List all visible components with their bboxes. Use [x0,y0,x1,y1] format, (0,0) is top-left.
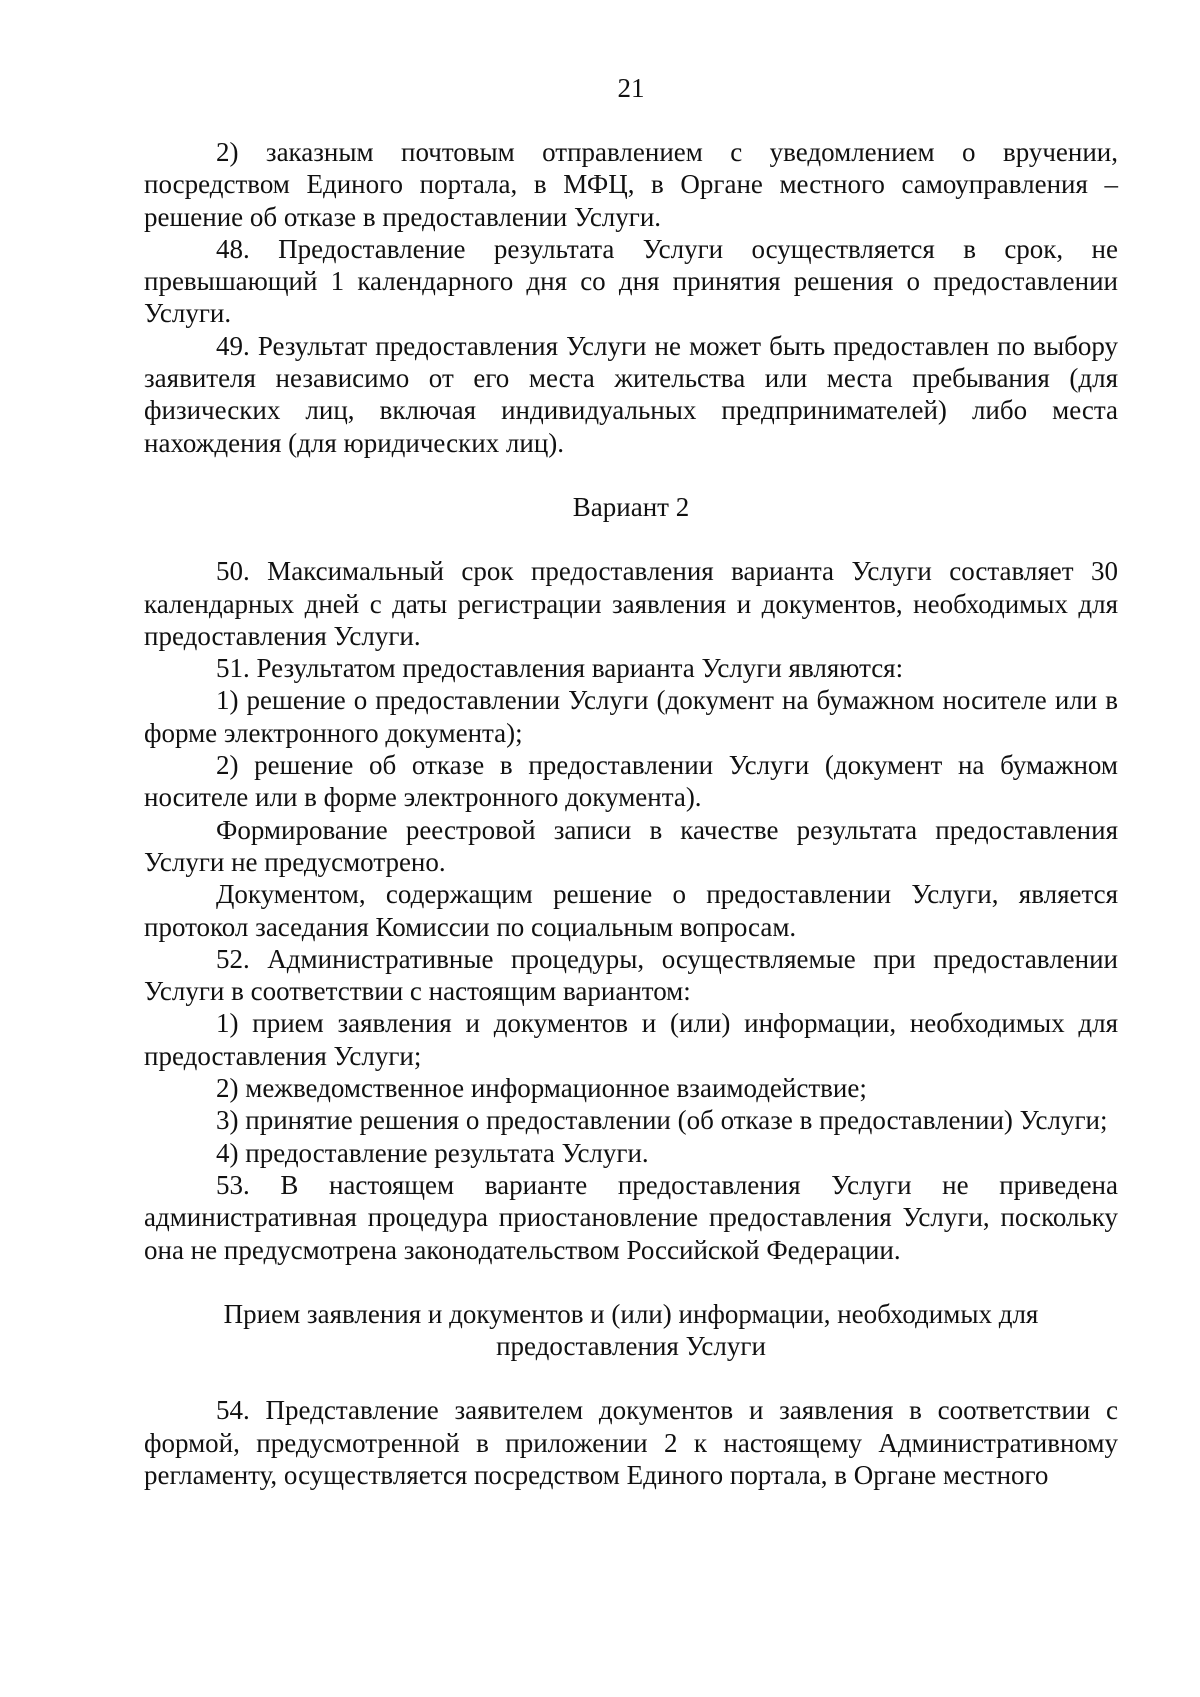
paragraph-49: 49. Результат предоставления Услуги не может быть предоставлен по выбору заявителя независимо от его места жительства или места пребывания (для физических лиц, включая индивидуальных предпринимателей) либо места нахождения (для юридических лиц). [144,330,1118,458]
paragraph-52-item-3: 3) принятие решения о предоставлении (об отказе в предоставлении) Услуги; [216,1105,1108,1136]
paragraph-51: 51. Результатом предоставления варианта Услуги являются: [216,653,904,684]
paragraph-52-item-1: 1) прием заявления и документов и (или) информации, необходимых для предоставления Услуги; [144,1008,1118,1071]
heading-variant-2: Вариант 2 [572,491,690,522]
paragraph-53: 53. В настоящем варианте предоставления Услуги не приведена административная процедура приостановление предоставления Услуги, поскольку она не предусмотрена законодательством Российской Федерации. [144,1169,1118,1265]
page-number: 21 [617,73,645,103]
paragraph-delivery-method-2: 2) заказным почтовым отправлением с уведомлением о вручении, посредством Единого портала, в МФЦ, в Органе местного самоуправления – решение об отказе в предоставлении Услуги. [144,137,1118,232]
paragraph-48: 48. Предоставление результата Услуги осуществляется в срок, не превышающий 1 календарного дня со дня принятия решения о предоставлении Услуги. [144,233,1118,329]
paragraph-54: 54. Представление заявителем документов и заявления в соответствии с формой, предусмотренной в приложении 2 к настоящему Административному регламенту, осуществляется посредством Единого портала, в Органе местного [144,1395,1118,1490]
paragraph-52: 52. Административные процедуры, осуществляемые при предоставлении Услуги в соответствии с настоящим вариантом: [144,943,1118,1007]
paragraph-52-item-2: 2) межведомственное информационное взаимодействие; [216,1073,867,1104]
paragraph-decision-document: Документом, содержащим решение о предоставлении Услуги, является протокол заседания Комиссии по социальным вопросам. [144,879,1118,942]
paragraph-51-item-1: 1) решение о предоставлении Услуги (документ на бумажном носителе или в форме электронного документа); [144,685,1118,748]
paragraph-registry-record: Формирование реестровой записи в качестве результата предоставления Услуги не предусмотрено. [144,814,1118,877]
document-body [144,136,1118,1491]
paragraph-50: 50. Максимальный срок предоставления варианта Услуги составляет 30 календарных дней с даты регистрации заявления и документов, необходимых для предоставления Услуги. [144,556,1118,651]
paragraph-51-item-2: 2) решение об отказе в предоставлении Услуги (документ на бумажном носителе или в форме электронного документа). [144,750,1118,813]
paragraph-52-item-4: 4) предоставление результата Услуги. [216,1137,649,1168]
heading-application-intake: Прием заявления и документов и (или) информации, необходимых для предоставления Услуги [223,1298,1039,1362]
